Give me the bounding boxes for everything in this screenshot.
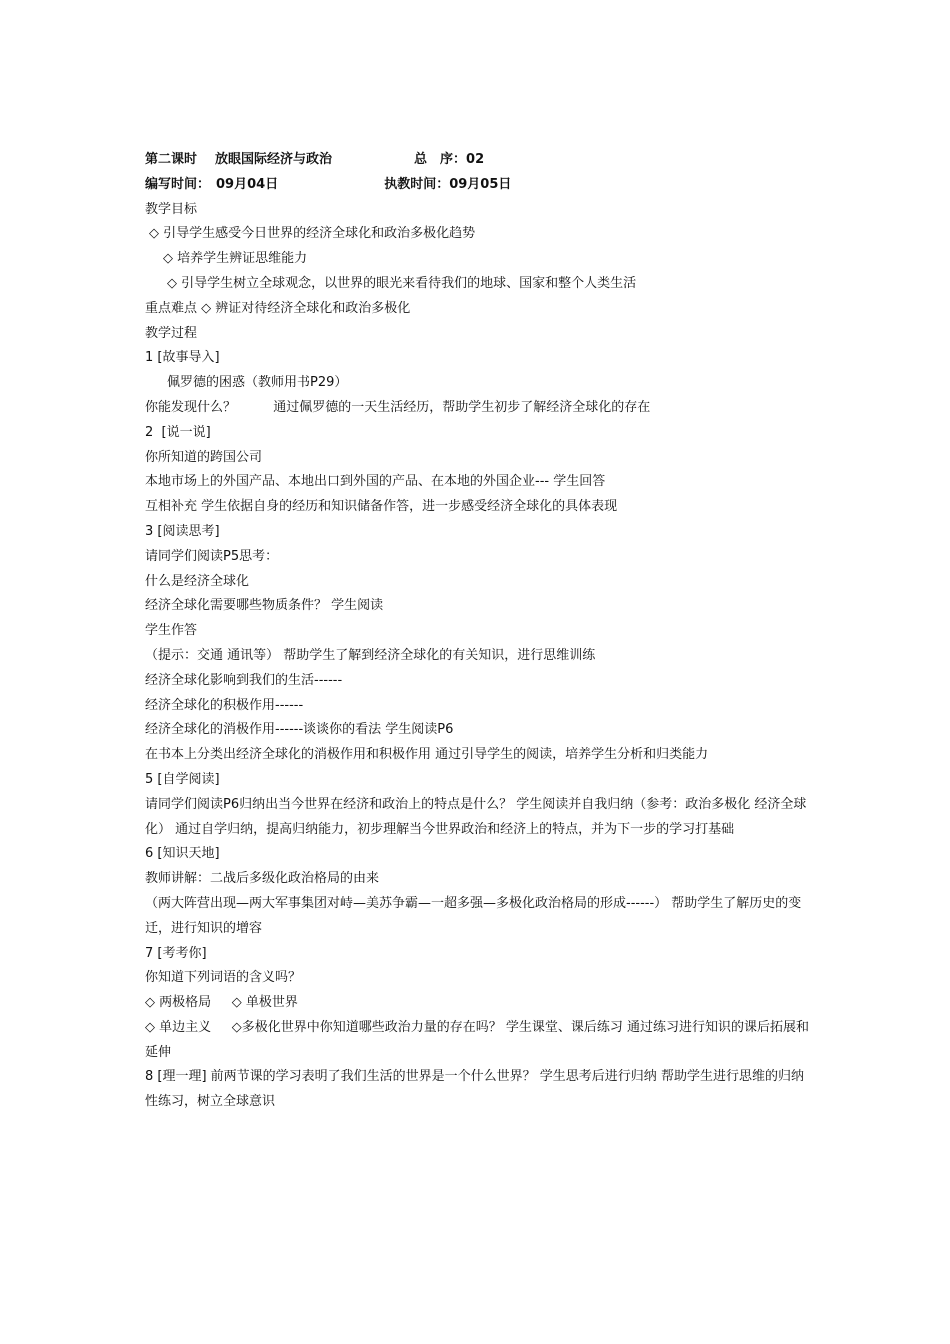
text-line: 什么是经济全球化 xyxy=(145,573,250,589)
section-heading: 教学目标 xyxy=(145,201,198,217)
text-line: 请同学们阅读P5思考： xyxy=(145,548,279,564)
text-paragraph: （两大阵营出现—两大军事集团对峙—美苏争霸—一超多强—多极化政治格局的形成------） 帮助学生了解历史的变迁，进行知识的增容 xyxy=(145,895,802,936)
text-paragraph: 请同学们阅读P6归纳出当今世界在经济和政治上的特点是什么？ 学生阅读并自我归纳（参考：政治多极化 经济全球化） 通过自学归纳，提高归纳能力，初步理解当今世界政治和经济上的特点，并为下一步的学习打基础 xyxy=(145,796,807,837)
section-heading: 教学过程 xyxy=(145,325,198,341)
step-heading: 5 [自学阅读] xyxy=(145,771,220,787)
objective-item: ◇ 培养学生辨证思维能力 xyxy=(163,251,308,267)
text-line: 本地市场上的外国产品、本地出口到外国的产品、在本地的外国企业--- 学生回答 xyxy=(145,474,606,490)
step-heading: 3 [阅读思考] xyxy=(145,523,220,539)
lesson-title-line xyxy=(145,148,810,173)
lesson-number: 第二课时 xyxy=(145,152,198,167)
taught-date: 09月05日 xyxy=(449,176,512,192)
step-heading: 2 [说一说] xyxy=(145,424,211,440)
text-line: 你所知道的跨国公司 xyxy=(145,449,263,465)
objective-item: ◇ 引导学生树立全球观念，以世界的眼光来看待我们的地球、国家和整个人类生活 xyxy=(167,275,637,291)
lesson-date-line xyxy=(145,173,810,198)
text-line: 经济全球化需要哪些物质条件？ 学生阅读 xyxy=(145,598,384,614)
step-heading: 6 [知识天地] xyxy=(145,846,220,862)
text-line: ◇ 两极格局 ◇ 单极世界 xyxy=(145,995,298,1011)
step-heading: 1 [故事导入] xyxy=(145,350,220,366)
lesson-topic: 放眼国际经济与政治 xyxy=(215,152,333,167)
written-date: 09月04日 xyxy=(216,176,279,192)
text-line: 教师讲解：二战后多级化政治格局的由来 xyxy=(145,871,380,887)
text-line: 经济全球化的积极作用------ xyxy=(145,697,304,713)
text-line: 经济全球化影响到我们的生活------ xyxy=(145,672,343,688)
text-line: 互相补充 学生依据自身的经历和知识储备作答，进一步感受经济全球化的具体表现 xyxy=(145,499,618,515)
text-line: 学生作答 xyxy=(145,623,198,639)
text-line: （提示：交通 通讯等） 帮助学生了解到经济全球化的有关知识，进行思维训练 xyxy=(145,647,596,663)
objective-item: ◇ 引导学生感受今日世界的经济全球化和政治多极化趋势 xyxy=(149,226,476,242)
text-line: 你知道下列词语的含义吗？ xyxy=(145,970,302,986)
written-label: 编写时间： xyxy=(145,176,211,192)
text-line: 佩罗德的困惑（教师用书P29） xyxy=(167,375,348,391)
key-points: 重点难点 ◇ 辨证对待经济全球化和政治多极化 xyxy=(145,300,411,316)
text-paragraph: ◇ 单边主义 ◇多极化世界中你知道哪些政治力量的存在吗？ 学生课堂、课后练习 通过练习进行知识的课后拓展和延伸 xyxy=(145,1019,810,1060)
step-heading: 7 [考考你] xyxy=(145,945,207,961)
text-line: 经济全球化的消极作用------谈谈你的看法 学生阅读P6 xyxy=(145,722,454,738)
text-line: 你能发现什么？ 通过佩罗德的一天生活经历，帮助学生初步了解经济全球化的存在 xyxy=(145,399,651,415)
taught-label: 执教时间： xyxy=(384,176,450,192)
lesson-serial: 总 序：02 xyxy=(414,152,485,167)
text-paragraph: 8 [理一理] 前两节课的学习表明了我们生活的世界是一个什么世界？ 学生思考后进行归纳 帮助学生进行思维的归纳性练习，树立全球意识 xyxy=(145,1069,804,1110)
text-line: 在书本上分类出经济全球化的消极作用和积极作用 通过引导学生的阅读，培养学生分析和归类能力 xyxy=(145,747,709,763)
lesson-plan xyxy=(145,148,810,1115)
